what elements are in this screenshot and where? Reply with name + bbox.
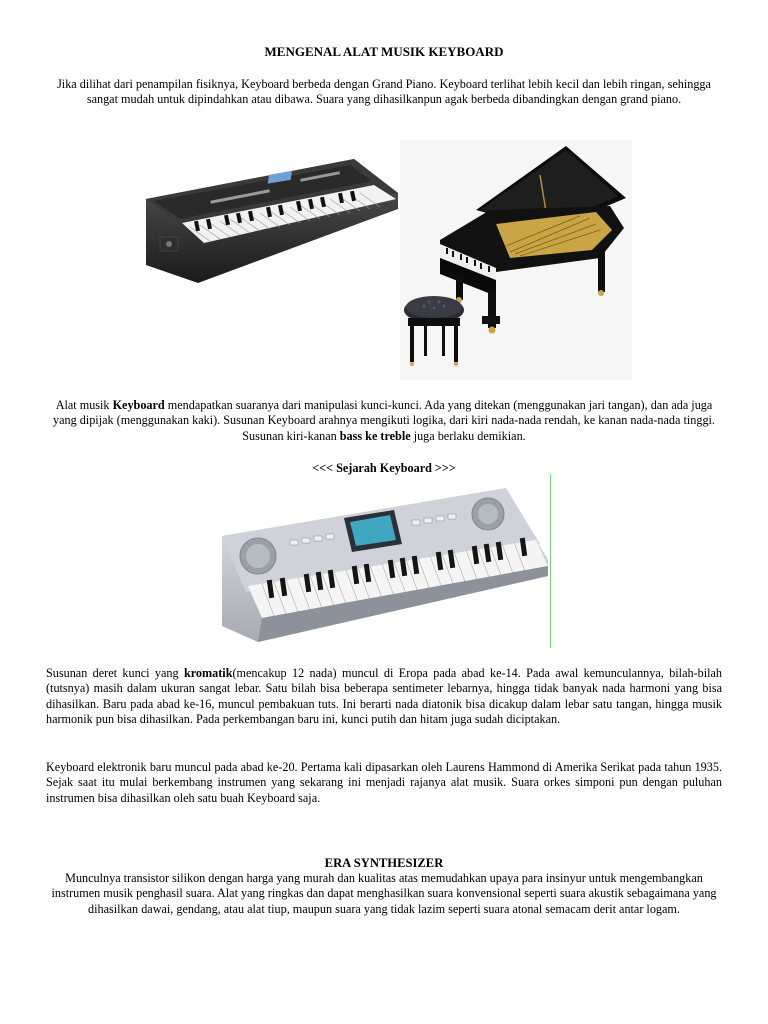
p3-text-2: (mencakup 12 nada) muncul di Eropa pada abad ke-14. Pada awal kemunculannya, bilah-bilah (tutsnya) masih dalam ukuran sangat lebar. Satu bilah bisa beberapa sentimeter lebarnya, hingga tidak banyak nada harmoni yang bisa dihasilkan. Baru pada abad ke-16, muncul pembakuan tuts. Ini berarti nada diatonik bisa dicakup dalam lebar satu tangan, hingga musik harmonik pun bisa dihasilkan. Pada perkembangan baru ini, kunci putih dan hitam juga sudah diciptakan. bbox=[46, 666, 722, 727]
arranger-keyboard-image bbox=[218, 484, 550, 644]
p2-text-1: Alat musik bbox=[55, 398, 113, 412]
p2-text-2: mendapatkan suaranya dari manipulasi kunci-kunci. Ada yang ditekan (menggunakan jari tangan), dan ada juga yang dipijak (menggunakan kaki). Susunan Keyboard arahnya mengikuti logika, dari kiri nada-nada rendah, ke kanan nada-nada tinggi. Susunan kiri-kanan bbox=[53, 398, 715, 443]
electronic-keyboard-paragraph: Keyboard elektronik baru muncul pada abad ke-20. Pertama kali dipasarkan oleh Laurens Hammond di Amerika Serikat pada tahun 1935. Sejak saat itu mulai berkembang instrumen yang sekarang ini menjadi rajanya alat musik. Suara orkes simponi pun dengan puluhan instrumen bisa dihasilkan oleh satu buah Keyboard saja. bbox=[46, 760, 722, 805]
synthesizer-heading: ERA SYNTHESIZER bbox=[324, 856, 444, 870]
p3-bold-kromatik: kromatik bbox=[183, 666, 233, 680]
intro-paragraph: Jika dilihat dari penampilan fisiknya, Keyboard berbeda dengan Grand Piano. Keyboard terlihat lebih kecil dan lebih ringan, sehingga sangat mudah untuk dipindahkan atau dibawa. Suara yang dihasilkanpun agak berbeda dibandingkan dengan grand piano. bbox=[57, 77, 711, 107]
synthesizer-keyboard-image bbox=[140, 155, 402, 287]
history-paragraph bbox=[46, 666, 722, 728]
keyboard-description-paragraph bbox=[46, 398, 722, 444]
vertical-divider bbox=[550, 474, 551, 648]
history-heading: <<< Sejarah Keyboard >>> bbox=[312, 461, 456, 475]
p3-text-1: Susunan deret kunci yang bbox=[46, 666, 184, 680]
synthesizer-paragraph: Munculnya transistor silikon dengan harga yang murah dan kualitas atas memudahkan upaya para insinyur untuk mengembangkan instrumen musik penghasil suara. Alat yang ringkas dan dapat menghasilkan suara konvensional seperti suara akustik sebagaimana yang dihasilkan dawai, gendang, atau alat tiup, maupun suara yang tidak lazim seperti suara atonal semacam derit antar logam. bbox=[51, 871, 717, 916]
p2-bold-keyboard: Keyboard bbox=[112, 398, 165, 412]
page-title: MENGENAL ALAT MUSIK KEYBOARD bbox=[264, 44, 504, 59]
p2-text-3: juga berlaku demikian. bbox=[410, 428, 526, 443]
grand-piano-image bbox=[400, 140, 632, 380]
p2-bold-bass-treble: bass ke treble bbox=[339, 428, 411, 443]
